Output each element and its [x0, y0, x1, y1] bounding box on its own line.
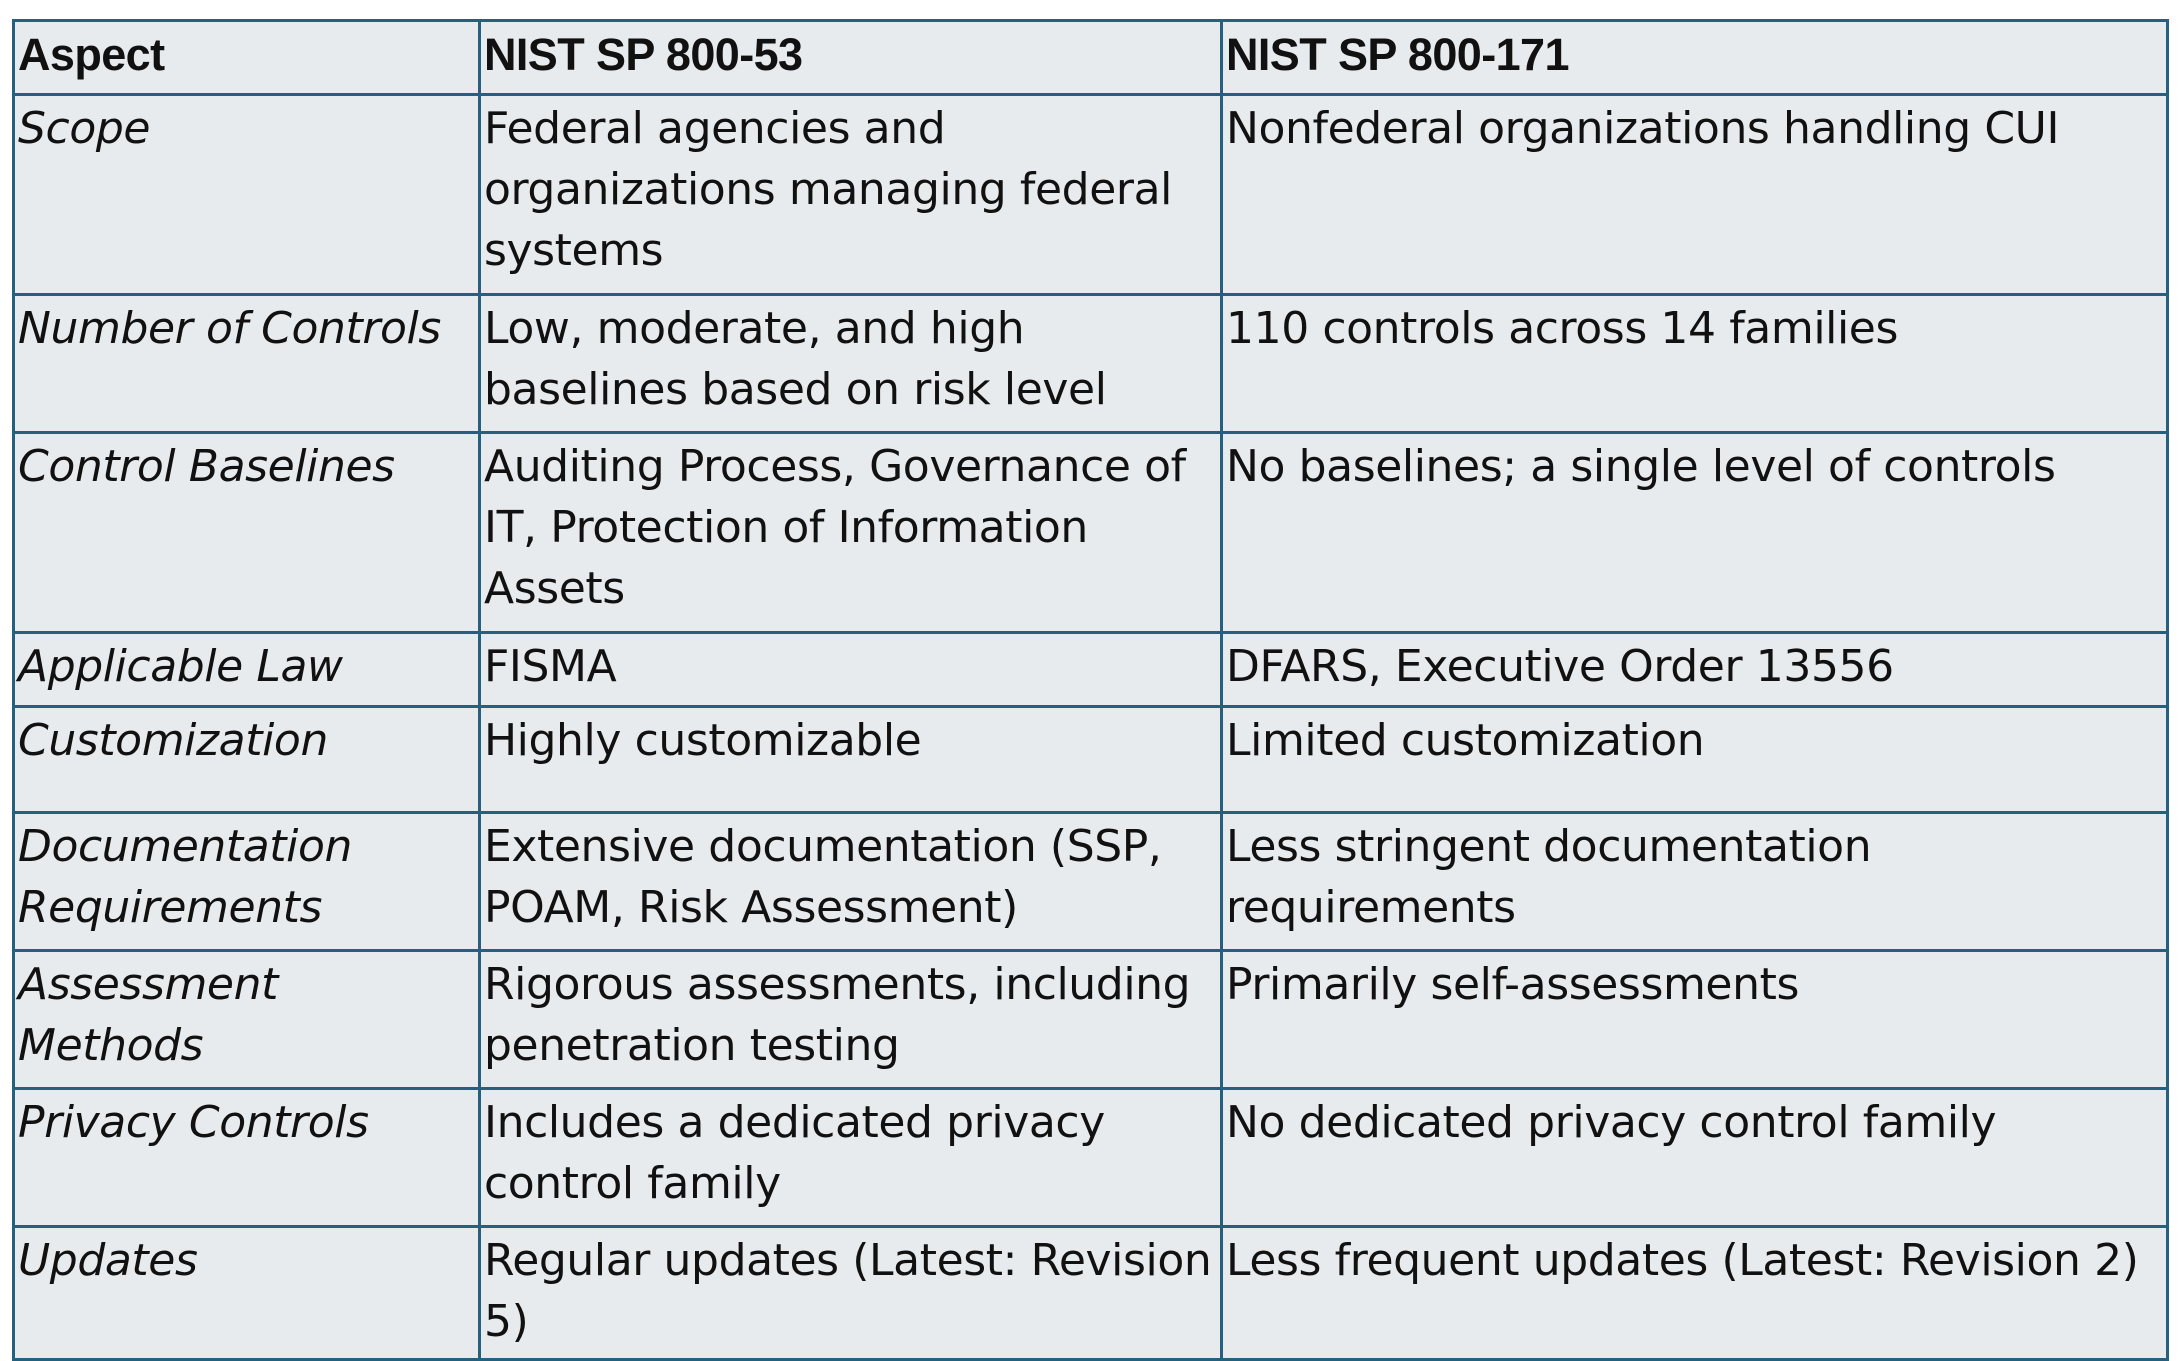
table-row [14, 707, 2168, 813]
row-aspect-cell: Updates [14, 1227, 480, 1360]
row-sp-800-53-cell: Low, moderate, and high baselines based on risk level [480, 295, 1222, 433]
header-aspect: Aspect [14, 21, 480, 95]
row-aspect-cell: Scope [14, 95, 480, 295]
table-row [14, 1227, 2168, 1360]
header-sp-800-53: NIST SP 800-53 [480, 21, 1222, 95]
row-sp-800-171-cell: Nonfederal organizations handling CUI [1222, 95, 2168, 295]
table-row [14, 295, 2168, 433]
row-sp-800-53-cell: Includes a dedicated privacy control family [480, 1089, 1222, 1227]
comparison-table-container [12, 19, 2166, 1361]
table-row [14, 813, 2168, 951]
row-sp-800-171-cell: Primarily self-assessments [1222, 951, 2168, 1089]
row-aspect-cell: Documentation Requirements [14, 813, 480, 951]
row-aspect-cell: Customization [14, 707, 480, 813]
row-sp-800-171-cell: Limited customization [1222, 707, 2168, 813]
row-aspect-cell: Applicable Law [14, 633, 480, 707]
row-sp-800-171-cell: DFARS, Executive Order 13556 [1222, 633, 2168, 707]
table-row [14, 433, 2168, 633]
row-sp-800-53-cell: Regular updates (Latest: Revision 5) [480, 1227, 1222, 1360]
row-aspect-cell: Number of Controls [14, 295, 480, 433]
row-sp-800-53-cell: Rigorous assessments, including penetration testing [480, 951, 1222, 1089]
table-row [14, 633, 2168, 707]
row-sp-800-53-cell: Highly customizable [480, 707, 1222, 813]
table-row [14, 951, 2168, 1089]
row-sp-800-171-cell: No baselines; a single level of controls [1222, 433, 2168, 633]
row-aspect-cell: Control Baselines [14, 433, 480, 633]
row-sp-800-53-cell: FISMA [480, 633, 1222, 707]
row-sp-800-53-cell: Auditing Process, Governance of IT, Protection of Information Assets [480, 433, 1222, 633]
row-sp-800-171-cell: No dedicated privacy control family [1222, 1089, 2168, 1227]
row-sp-800-53-cell: Federal agencies and organizations managing federal systems [480, 95, 1222, 295]
row-sp-800-171-cell: Less frequent updates (Latest: Revision 2) [1222, 1227, 2168, 1360]
table-row [14, 1089, 2168, 1227]
row-sp-800-53-cell: Extensive documentation (SSP, POAM, Risk Assessment) [480, 813, 1222, 951]
header-sp-800-171: NIST SP 800-171 [1222, 21, 2168, 95]
row-aspect-cell: Privacy Controls [14, 1089, 480, 1227]
row-sp-800-171-cell: Less stringent documentation requirements [1222, 813, 2168, 951]
table-row [14, 95, 2168, 295]
row-sp-800-171-cell: 110 controls across 14 families [1222, 295, 2168, 433]
nist-comparison-table [12, 19, 2169, 1361]
row-aspect-cell: Assessment Methods [14, 951, 480, 1089]
table-header-row [14, 21, 2168, 95]
